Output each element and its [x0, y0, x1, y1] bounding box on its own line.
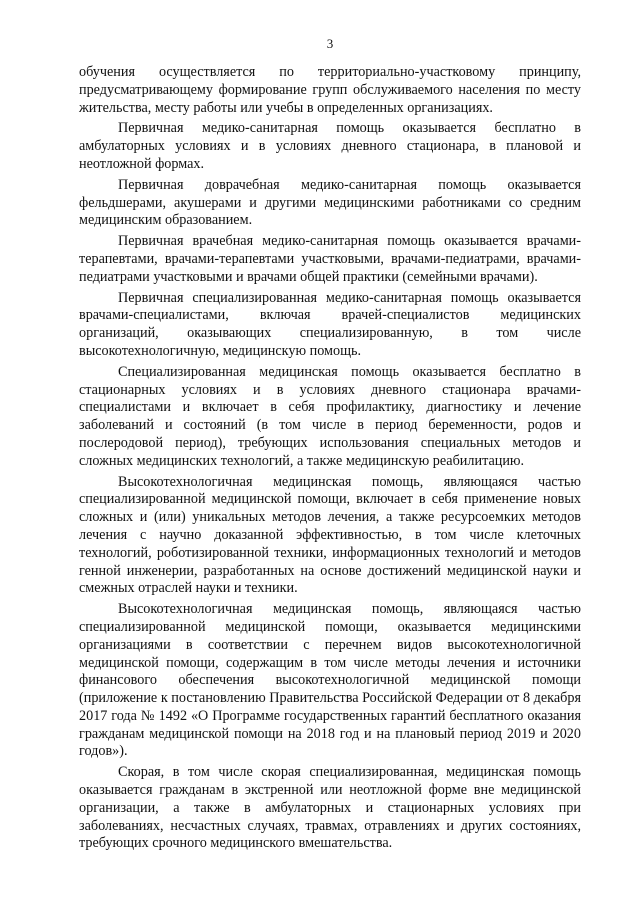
paragraph-high-tech-care-definition: Высокотехнологичная медицинская помощь, являющаяся частью специализированной медицинской помощи, включает в себя применение новых сложных и (или) уникальных методов лечения, а также ресурсоемких методов лечения с научно доказанной эффективностью, в том числе клеточных технологий, роботизированной техники, информационных технологий и методов генной инженерии, разработанных на основе достижений медицинской науки и смежных отраслей науки и техники.: [79, 473, 581, 597]
paragraph-primary-care: Первичная медико-санитарная помощь оказывается бесплатно в амбулаторных условиях и в условиях дневного стационара, в плановой и неотложной формах.: [79, 120, 581, 172]
paragraph-specialized-care: Специализированная медицинская помощь оказывается бесплатно в стационарных условиях и в условиях дневного стационара врачами-специалистами и включает в себя профилактику, диагностику и лечение заболеваний и состояний (в том числе в период беременности, родов и послеродовой период), требующих использования специальных методов и сложных медицинских технологий, а также медицинскую реабилитацию.: [79, 363, 581, 469]
paragraph-emergency-care: Скорая, в том числе скорая специализированная, медицинская помощь оказывается гражданам в экстренной или неотложной форме вне медицинской организации, а также в амбулаторных и стационарных условиях при заболеваниях, несчастных случаях, травмах, отравлениях и других состояниях, требующих срочного медицинского вмешательства.: [79, 764, 581, 852]
document-page: [79, 0, 581, 905]
paragraph-pre-physician-care: Первичная доврачебная медико-санитарная помощь оказывается фельдшерами, акушерами и другими медицинскими работниками со средним медицинским образованием.: [79, 176, 581, 229]
paragraph-high-tech-care-provision: Высокотехнологичная медицинская помощь, являющаяся частью специализированной медицинской помощи, оказывается медицинскими организациями в соответствии с перечнем видов высокотехнологичной медицинской помощи, содержащим в том числе методы лечения и источники финансового обеспечения высокотехнологичной медицинской помощи (приложение к постановлению Правительства Российской Федерации от 8 декабря 2017 года № 1492 «О Программе государственных гарантий бесплатного оказания гражданам медицинской помощи на 2018 год и на плановый период 2019 и 2020 годов»).: [79, 601, 581, 760]
paragraph-continuation: обучения осуществляется по территориально-участковому принципу, предусматривающему формирование групп обслуживаемого населения по месту жительства, месту работы или учебы в определенных организациях.: [79, 64, 581, 116]
page-number: 3: [326, 36, 334, 51]
document-body: [79, 64, 581, 853]
paragraph-physician-care: Первичная врачебная медико-санитарная помощь оказывается врачами-терапевтами, врачами-терапевтами участковыми, врачами-педиатрами, врачами-педиатрами участковыми и врачами общей практики (семейными врачами).: [79, 233, 581, 285]
paragraph-specialized-primary-care: Первичная специализированная медико-санитарная помощь оказывается врачами-специалистами, включая врачей-специалистов медицинских организаций, оказывающих специализированную, в том числе высокотехнологичную, медицинскую помощь.: [79, 289, 581, 359]
